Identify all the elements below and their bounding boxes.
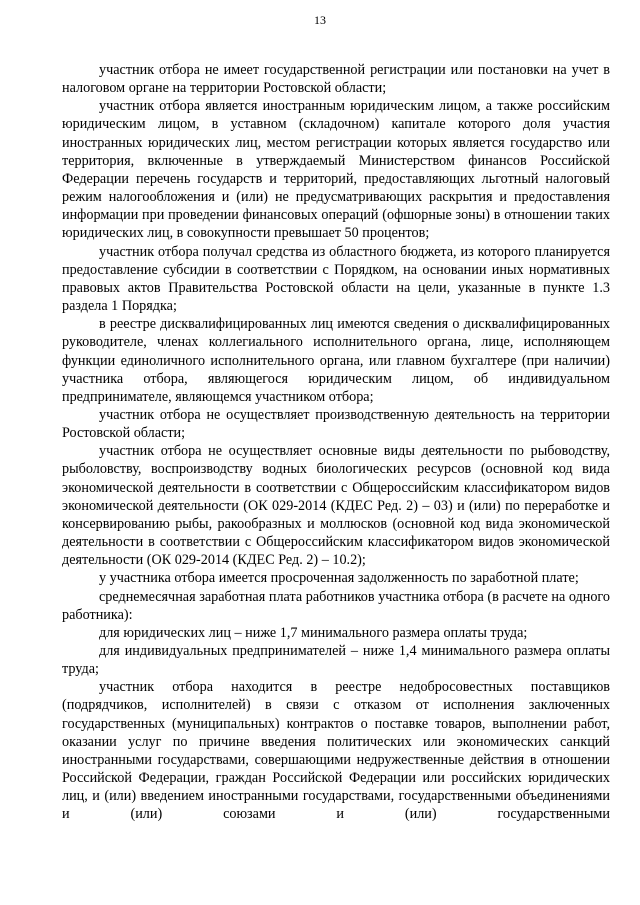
paragraph: для юридических лиц – ниже 1,7 минимального размера оплаты труда; — [99, 624, 528, 641]
page-number: 13 — [314, 13, 326, 27]
paragraph: участник отбора не имеет государственной регистрации или постановки на учет в налоговом органе на территории Ростовской области; — [62, 62, 610, 97]
document-body — [62, 61, 610, 824]
paragraph: участник отбора не осуществляет основные виды деятельности по рыбоводству, рыболовству, воспроизводству водных биологических ресурсов (основной код вида экономической деятельности в соответствии с Общероссийским классификатором видов экономической деятельности (ОК 029-2014 (КДЕС Ред. 2) – 03) и (или) по переработке и консервированию рыбы, ракообразных и моллюсков (основной код вида экономической деятельности в соответствии с Общероссийским классификатором видов экономической деятельности (ОК 029-2014 (КДЕС Ред. 2) – 10.2); — [62, 443, 610, 569]
paragraph: участник отбора находится в реестре недобросовестных поставщиков (подрядчиков, исполнителей) в связи с отказом от исполнения заключенных государственных (муниципальных) контрактов о поставке товаров, выполнении работ, оказании услуг по причине введения политических или экономических санкций иностранными государствами, совершающими недружественные действия в отношении Российской Федерации, граждан Российской Федерации или российских юридических лиц, и (или) введением иностранными государствами, государственными объединениями и (или) союзами и (или) государственными — [62, 679, 610, 823]
paragraph: участник отбора не осуществляет производственную деятельность на территории Ростовской области; — [62, 406, 610, 442]
paragraph: у участника отбора имеется просроченная задолженность по заработной плате; — [99, 570, 579, 587]
paragraph: в реестре дисквалифицированных лиц имеются сведения о дисквалифицированных руководителе, членах коллегиального исполнительного органа, лице, исполняющем функции единоличного исполнительного органа, или главном бухгалтере (при наличии) участника отбора, являющегося юридическим лицом, об индивидуальном предпринимателе, являющемся участником отбора; — [62, 316, 610, 405]
paragraph: участник отбора получал средства из областного бюджета, из которого планируется предоставление субсидии в соответствии с Порядком, на основании иных нормативных правовых актов Правительства Ростовской области на цели, указанные в пункте 1.3 раздела 1 Порядка; — [62, 243, 610, 315]
paragraph: участник отбора является иностранным юридическим лицом, а также российским юридическим лицом, в уставном (складочном) капитале которого доля участия иностранных юридических лиц, местом регистрации которых является государство или территория, включенные в утверждаемый Министерством финансов Российской Федерации перечень государств и территорий, предоставляющих льготный налоговый режим налогообложения и (или) не предусматривающих раскрытия и предоставления информации при проведении финансовых операций (офшорные зоны) в отношении таких юридических лиц, в совокупности превышает 50 процентов; — [62, 98, 610, 242]
paragraph: для индивидуальных предпринимателей – ниже 1,4 минимального размера оплаты труда; — [62, 643, 610, 678]
paragraph: среднемесячная заработная плата работников участника отбора (в расчете на одного работника): — [62, 588, 610, 623]
